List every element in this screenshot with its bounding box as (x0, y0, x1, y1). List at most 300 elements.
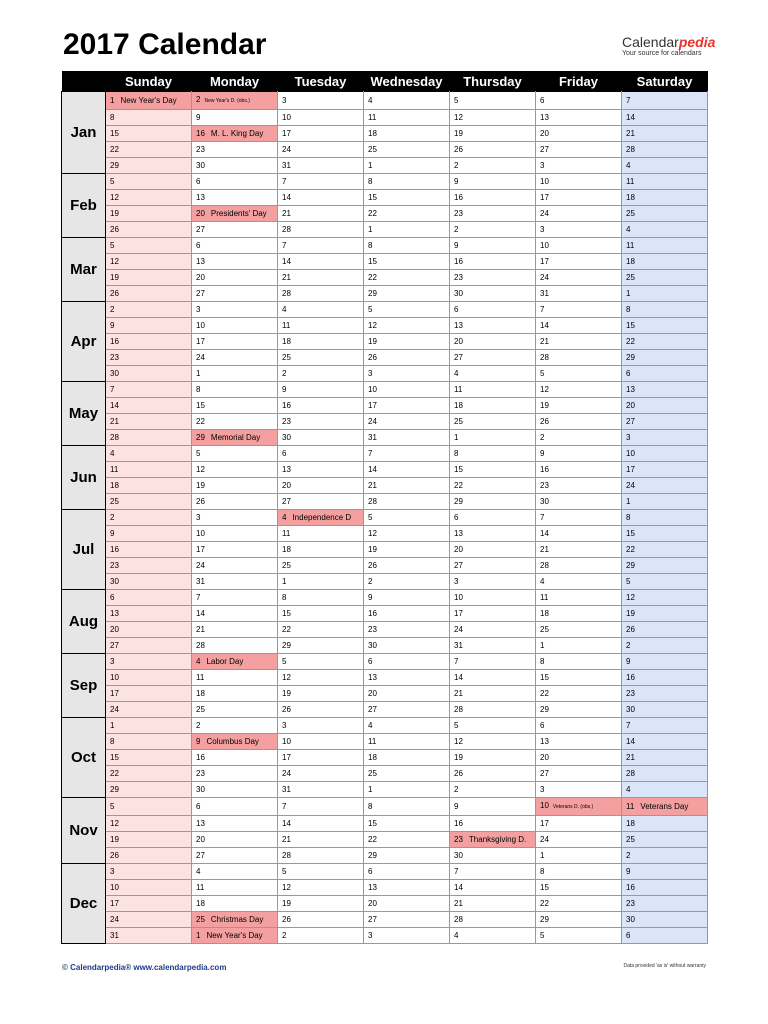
day-cell (536, 318, 622, 334)
day-cell (278, 222, 364, 238)
day-number: 15 (368, 193, 377, 202)
day-number: 27 (368, 705, 377, 714)
day-cell (278, 750, 364, 766)
day-number: 13 (540, 737, 549, 746)
day-number: 12 (282, 883, 291, 892)
day-number: 31 (282, 161, 291, 170)
day-cell (450, 848, 536, 864)
day-number: 26 (454, 769, 463, 778)
day-cell (364, 190, 450, 206)
day-number: 3 (540, 161, 545, 170)
day-cell (536, 896, 622, 912)
day-cell (536, 816, 622, 832)
day-cell (536, 832, 622, 848)
day-number: 11 (626, 241, 635, 250)
week-row (62, 142, 708, 158)
day-cell (622, 254, 708, 270)
day-cell (622, 462, 708, 478)
day-cell (536, 510, 622, 526)
day-number: 26 (282, 915, 291, 924)
day-number: 19 (282, 899, 291, 908)
day-number: 8 (110, 113, 115, 122)
day-cell (622, 880, 708, 896)
day-cell (450, 832, 536, 848)
weekday-header: Friday (536, 71, 622, 92)
day-number: 18 (626, 257, 635, 266)
day-cell (364, 670, 450, 686)
day-number: 12 (454, 737, 463, 746)
day-number: 3 (540, 785, 545, 794)
month-column-header (62, 71, 106, 92)
day-number: 2 (110, 513, 115, 522)
week-row (62, 734, 708, 750)
day-cell (106, 558, 192, 574)
day-number: 17 (282, 753, 291, 762)
day-number: 15 (282, 609, 291, 618)
day-number: 29 (110, 785, 119, 794)
day-number: 6 (196, 241, 201, 250)
day-number: 6 (110, 593, 115, 602)
day-cell (364, 798, 450, 816)
day-cell (106, 286, 192, 302)
day-number: 28 (196, 641, 205, 650)
day-number: 6 (368, 867, 373, 876)
day-number: 3 (282, 721, 287, 730)
day-cell (622, 734, 708, 750)
day-number: 2 (540, 433, 545, 442)
day-number: 7 (540, 305, 545, 314)
day-number: 26 (196, 497, 205, 506)
day-cell (192, 92, 278, 110)
day-cell (192, 238, 278, 254)
day-cell (106, 318, 192, 334)
day-number: 12 (454, 113, 463, 122)
day-cell (192, 638, 278, 654)
day-number: 8 (540, 867, 545, 876)
day-cell (192, 606, 278, 622)
day-number: 27 (196, 851, 205, 860)
day-cell (622, 510, 708, 526)
day-number: 18 (454, 401, 463, 410)
day-cell (106, 816, 192, 832)
month-label: Dec (62, 864, 106, 944)
day-number: 27 (454, 353, 463, 362)
day-number: 24 (540, 273, 549, 282)
day-cell (278, 622, 364, 638)
day-number: 8 (368, 241, 373, 250)
day-number: 29 (196, 433, 205, 442)
day-number: 16 (196, 129, 205, 138)
day-cell (536, 366, 622, 382)
week-row (62, 848, 708, 864)
day-cell (364, 590, 450, 606)
day-cell (192, 350, 278, 366)
day-cell (278, 334, 364, 350)
day-cell (192, 126, 278, 142)
day-number: 29 (368, 289, 377, 298)
week-row (62, 494, 708, 510)
day-number: 30 (282, 433, 291, 442)
holiday-label: Independence D (292, 513, 352, 522)
day-number: 18 (196, 899, 205, 908)
day-number: 28 (368, 497, 377, 506)
day-number: 26 (368, 353, 377, 362)
day-number: 3 (196, 513, 201, 522)
day-number: 4 (540, 577, 545, 586)
day-cell (450, 462, 536, 478)
day-cell (622, 574, 708, 590)
day-cell (364, 430, 450, 446)
holiday-label: New Year's Day (120, 96, 177, 105)
day-cell (364, 864, 450, 880)
day-cell (536, 206, 622, 222)
day-cell (450, 270, 536, 286)
day-number: 23 (196, 769, 205, 778)
day-cell (106, 414, 192, 430)
day-cell (450, 670, 536, 686)
day-number: 17 (196, 337, 205, 346)
day-number: 15 (368, 819, 377, 828)
week-row (62, 126, 708, 142)
day-cell (364, 382, 450, 398)
day-number: 10 (196, 321, 205, 330)
day-cell (192, 880, 278, 896)
day-cell (622, 238, 708, 254)
day-cell (192, 142, 278, 158)
day-number: 7 (110, 385, 115, 394)
day-number: 9 (626, 657, 631, 666)
day-number: 18 (626, 193, 635, 202)
week-row (62, 350, 708, 366)
day-cell (450, 606, 536, 622)
day-cell (106, 702, 192, 718)
day-number: 12 (110, 819, 119, 828)
day-cell (536, 462, 622, 478)
day-number: 4 (368, 96, 373, 105)
day-cell (622, 174, 708, 190)
month-label: Nov (62, 798, 106, 864)
day-number: 9 (454, 177, 459, 186)
day-number: 11 (110, 465, 119, 474)
day-number: 23 (368, 625, 377, 634)
day-cell (278, 718, 364, 734)
day-cell (364, 126, 450, 142)
day-cell (364, 398, 450, 414)
day-cell (622, 286, 708, 302)
day-number: 23 (626, 689, 635, 698)
day-number: 22 (110, 769, 119, 778)
weekday-header-row (62, 71, 708, 92)
day-cell (450, 318, 536, 334)
day-cell (278, 928, 364, 944)
day-cell (364, 526, 450, 542)
day-number: 11 (626, 802, 635, 811)
week-row (62, 702, 708, 718)
day-number: 3 (368, 931, 373, 940)
day-number: 20 (540, 753, 549, 762)
week-row (62, 622, 708, 638)
week-row (62, 174, 708, 190)
day-cell (450, 702, 536, 718)
day-cell (278, 816, 364, 832)
day-cell (192, 398, 278, 414)
day-number: 15 (196, 401, 205, 410)
day-cell (364, 510, 450, 526)
day-cell (106, 238, 192, 254)
day-cell (192, 222, 278, 238)
day-cell (364, 542, 450, 558)
day-cell (450, 174, 536, 190)
day-cell (106, 190, 192, 206)
day-cell (450, 782, 536, 798)
day-cell (278, 542, 364, 558)
day-cell (364, 334, 450, 350)
day-cell (278, 912, 364, 928)
week-row (62, 478, 708, 494)
day-cell (278, 832, 364, 848)
day-cell (622, 686, 708, 702)
day-cell (364, 654, 450, 670)
day-number: 13 (626, 385, 635, 394)
day-number: 22 (454, 481, 463, 490)
day-cell (278, 590, 364, 606)
day-cell (278, 350, 364, 366)
day-number: 6 (540, 96, 545, 105)
day-cell (192, 912, 278, 928)
day-cell (536, 574, 622, 590)
day-cell (106, 750, 192, 766)
day-number: 17 (282, 129, 291, 138)
day-number: 29 (454, 497, 463, 506)
day-number: 1 (110, 96, 115, 105)
day-cell (106, 734, 192, 750)
holiday-label: M. L. King Day (210, 129, 264, 138)
day-number: 5 (454, 721, 459, 730)
day-number: 11 (282, 529, 291, 538)
day-cell (450, 334, 536, 350)
week-row (62, 798, 708, 816)
day-cell (192, 654, 278, 670)
week-row (62, 912, 708, 928)
day-number: 2 (282, 369, 287, 378)
day-cell (364, 158, 450, 174)
month-label: Jun (62, 446, 106, 510)
day-cell (278, 430, 364, 446)
day-cell (192, 734, 278, 750)
day-number: 14 (368, 465, 377, 474)
day-number: 17 (110, 899, 119, 908)
day-cell (106, 92, 192, 110)
day-number: 30 (110, 369, 119, 378)
day-cell (106, 446, 192, 462)
day-number: 19 (282, 689, 291, 698)
day-cell (450, 928, 536, 944)
day-number: 12 (368, 529, 377, 538)
day-cell (450, 574, 536, 590)
day-number: 13 (282, 465, 291, 474)
day-number: 5 (540, 369, 545, 378)
day-number: 12 (110, 193, 119, 202)
day-cell (192, 798, 278, 816)
day-cell (622, 366, 708, 382)
day-cell (536, 430, 622, 446)
day-number: 1 (196, 369, 201, 378)
day-cell (192, 462, 278, 478)
week-row (62, 816, 708, 832)
day-number: 21 (540, 545, 549, 554)
day-cell (450, 302, 536, 318)
day-number: 7 (282, 241, 287, 250)
day-number: 10 (540, 241, 549, 250)
day-number: 30 (196, 785, 205, 794)
day-cell (106, 832, 192, 848)
day-number: 19 (626, 609, 635, 618)
day-cell (450, 718, 536, 734)
weekday-header: Tuesday (278, 71, 364, 92)
day-number: 9 (196, 113, 201, 122)
day-cell (192, 864, 278, 880)
week-row (62, 880, 708, 896)
day-cell (536, 126, 622, 142)
day-number: 29 (282, 641, 291, 650)
day-number: 22 (540, 689, 549, 698)
day-number: 14 (282, 257, 291, 266)
week-row (62, 92, 708, 110)
day-cell (192, 334, 278, 350)
day-number: 15 (110, 753, 119, 762)
day-cell (622, 638, 708, 654)
day-cell (192, 750, 278, 766)
day-number: 20 (626, 401, 635, 410)
day-number: 5 (196, 449, 201, 458)
day-number: 23 (110, 561, 119, 570)
day-cell (106, 158, 192, 174)
day-cell (450, 912, 536, 928)
day-number: 24 (196, 353, 205, 362)
day-number: 23 (110, 353, 119, 362)
day-number: 27 (540, 769, 549, 778)
day-cell (622, 126, 708, 142)
day-cell (364, 238, 450, 254)
day-cell (106, 526, 192, 542)
day-cell (106, 928, 192, 944)
day-cell (450, 142, 536, 158)
month-label: Apr (62, 302, 106, 382)
day-cell (450, 382, 536, 398)
day-number: 29 (626, 561, 635, 570)
day-number: 1 (110, 721, 115, 730)
day-number: 3 (626, 433, 631, 442)
day-cell (622, 318, 708, 334)
day-cell (192, 766, 278, 782)
day-number: 25 (626, 835, 635, 844)
day-cell (622, 494, 708, 510)
day-number: 8 (368, 802, 373, 811)
day-number: 27 (368, 915, 377, 924)
day-number: 3 (540, 225, 545, 234)
day-number: 1 (282, 577, 287, 586)
day-number: 4 (626, 225, 631, 234)
week-row (62, 190, 708, 206)
day-number: 14 (454, 673, 463, 682)
day-number: 31 (368, 433, 377, 442)
day-number: 6 (454, 513, 459, 522)
day-number: 22 (368, 209, 377, 218)
day-cell (106, 848, 192, 864)
day-number: 13 (196, 257, 205, 266)
day-number: 10 (282, 737, 291, 746)
day-cell (536, 398, 622, 414)
day-number: 15 (454, 465, 463, 474)
day-number: 2 (626, 641, 631, 650)
day-cell (450, 896, 536, 912)
week-row (62, 832, 708, 848)
day-number: 9 (454, 241, 459, 250)
day-number: 14 (626, 737, 635, 746)
day-number: 7 (454, 657, 459, 666)
day-number: 20 (368, 899, 377, 908)
day-number: 18 (196, 689, 205, 698)
day-number: 19 (368, 337, 377, 346)
day-number: 20 (540, 129, 549, 138)
day-number: 21 (626, 753, 635, 762)
day-number: 1 (196, 931, 201, 940)
day-cell (364, 848, 450, 864)
day-number: 25 (282, 353, 291, 362)
day-cell (536, 478, 622, 494)
day-cell (278, 238, 364, 254)
day-cell (278, 766, 364, 782)
day-number: 3 (110, 657, 115, 666)
day-cell (536, 334, 622, 350)
day-cell (106, 478, 192, 494)
day-number: 11 (196, 673, 205, 682)
day-number: 7 (540, 513, 545, 522)
day-number: 27 (454, 561, 463, 570)
day-cell (536, 446, 622, 462)
day-number: 21 (282, 209, 291, 218)
day-cell (106, 206, 192, 222)
day-cell (106, 382, 192, 398)
day-number: 31 (196, 577, 205, 586)
day-cell (364, 254, 450, 270)
day-cell (450, 286, 536, 302)
day-cell (364, 350, 450, 366)
week-row (62, 782, 708, 798)
day-cell (106, 622, 192, 638)
day-number: 31 (110, 931, 119, 940)
day-cell (536, 270, 622, 286)
day-number: 24 (368, 417, 377, 426)
day-number: 22 (368, 835, 377, 844)
day-number: 15 (540, 673, 549, 682)
day-cell (192, 510, 278, 526)
day-number: 30 (454, 851, 463, 860)
day-number: 10 (540, 177, 549, 186)
day-number: 23 (626, 899, 635, 908)
day-cell (106, 880, 192, 896)
week-row (62, 286, 708, 302)
day-number: 15 (110, 129, 119, 138)
day-number: 5 (626, 577, 631, 586)
day-cell (192, 430, 278, 446)
day-number: 20 (196, 273, 205, 282)
day-number: 27 (626, 417, 635, 426)
day-cell (106, 542, 192, 558)
day-cell (622, 702, 708, 718)
day-cell (364, 816, 450, 832)
week-row (62, 206, 708, 222)
